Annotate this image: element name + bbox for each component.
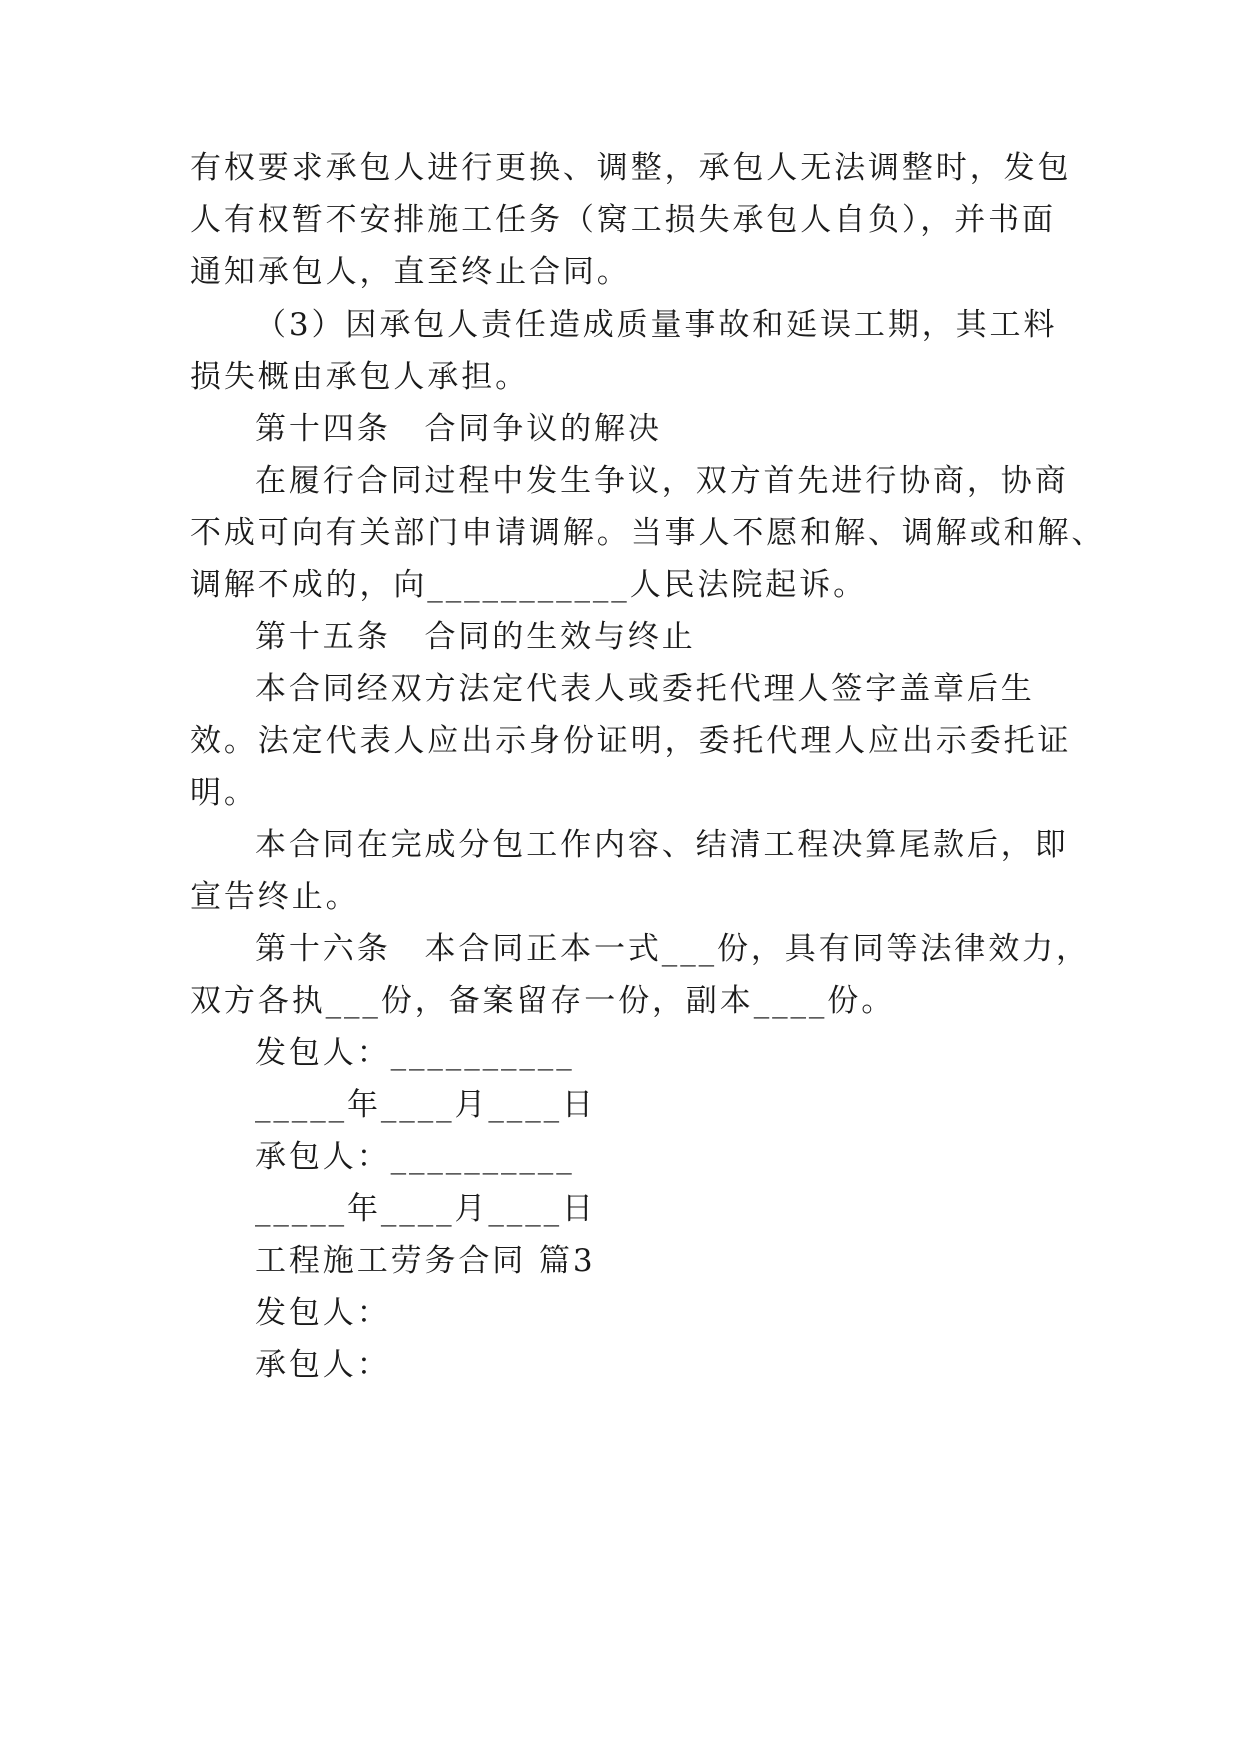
article-heading: 第十五条 合同的生效与终止	[255, 619, 696, 655]
paragraph-line: 双方各执___份，备案留存一份，副本____份。	[190, 983, 896, 1019]
signature-party-line: 承包人：__________	[255, 1139, 575, 1175]
paragraph-line: 损失概由承包人承担。	[190, 359, 529, 395]
paragraph-line: 本合同经双方法定代表人或委托代理人签字盖章后生	[255, 671, 1035, 707]
paragraph-line: 本合同在完成分包工作内容、结清工程决算尾款后，即	[255, 827, 1069, 863]
paragraph-line: 第十六条 本合同正本一式___份，具有同等法律效力，	[255, 931, 1090, 967]
paragraph-line: 明。	[190, 775, 258, 811]
date-line: _____年____月____日	[255, 1087, 596, 1123]
paragraph-line: 效。法定代表人应出示身份证明，委托代理人应出示委托证	[190, 723, 1072, 759]
signature-party-line: 发包人：__________	[255, 1035, 575, 1071]
paragraph-line: 调解不成的，向___________人民法院起诉。	[190, 567, 867, 603]
paragraph-line: 在履行合同过程中发生争议，双方首先进行协商，协商	[255, 463, 1069, 499]
paragraph-line: （3）因承包人责任造成质量事故和延误工期，其工料	[255, 307, 1058, 343]
section-title: 工程施工劳务合同 篇3	[255, 1243, 596, 1279]
paragraph-line: 宣告终止。	[190, 879, 360, 915]
party-label: 发包人：	[255, 1295, 391, 1331]
paragraph-line: 人有权暂不安排施工任务（窝工损失承包人自负），并书面	[190, 202, 1056, 238]
date-line: _____年____月____日	[255, 1191, 596, 1227]
article-heading: 第十四条 合同争议的解决	[255, 411, 662, 447]
paragraph-line: 有权要求承包人进行更换、调整，承包人无法调整时，发包	[190, 150, 1072, 186]
paragraph-line: 通知承包人，直至终止合同。	[190, 254, 631, 290]
paragraph-line: 不成可向有关部门申请调解。当事人不愿和解、调解或和解、	[190, 515, 1106, 551]
party-label: 承包人：	[255, 1347, 391, 1383]
